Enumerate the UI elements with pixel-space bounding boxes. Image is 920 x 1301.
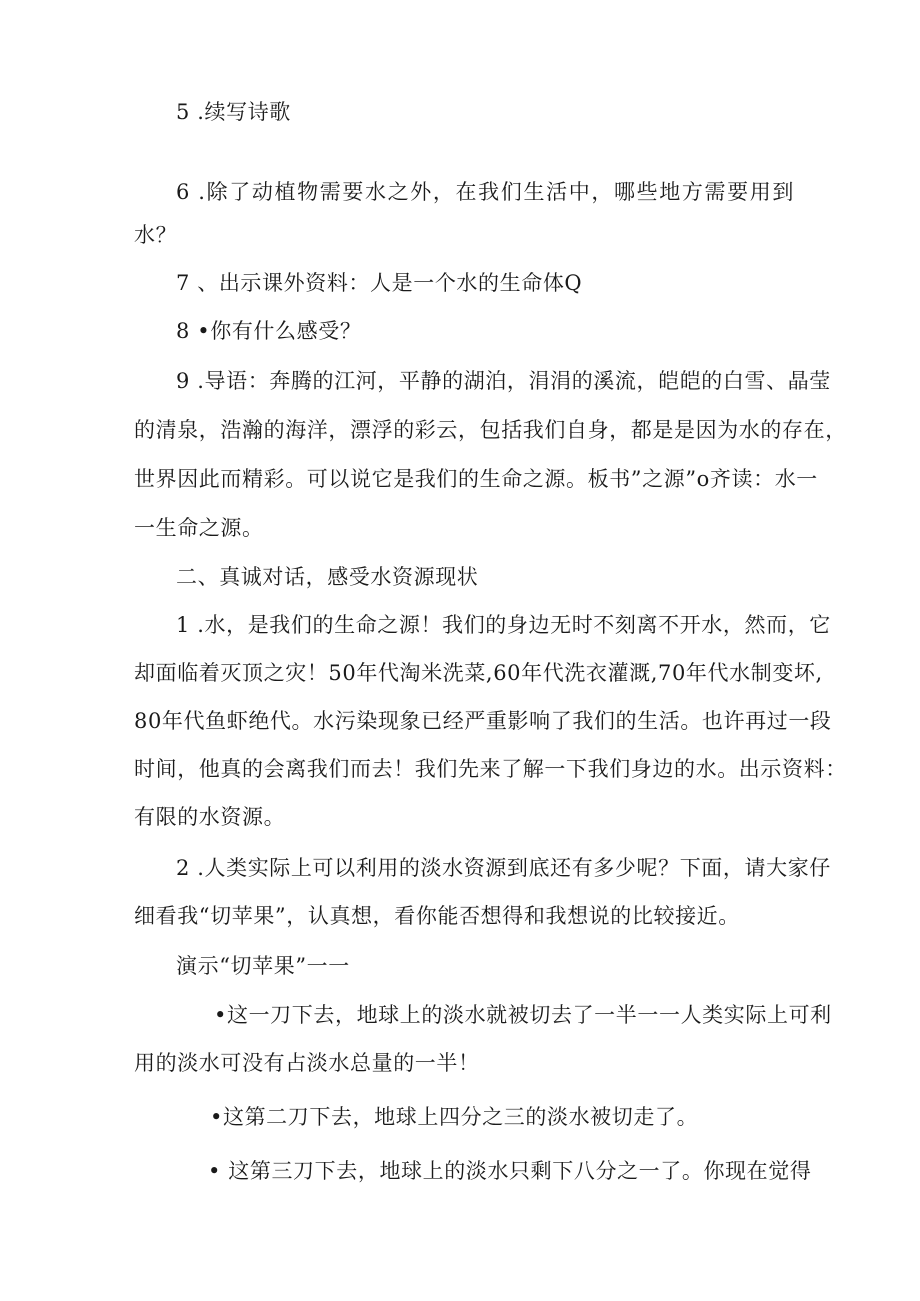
bullet-1-line-1: •这一刀下去，地球上的淡水就被切去了一半一一人类实际上可利 xyxy=(214,1003,832,1027)
para-1-line-2: 却面临着灭顶之灾！50年代淘米洗菜,60年代洗衣灌溉,70年代水制变坏, xyxy=(134,661,823,685)
item-7: 7 、出示课外资料：人是一个水的生命体Q xyxy=(176,271,583,295)
demo-heading: 演示“切苹果”一一 xyxy=(176,954,350,978)
para-1-line-1: 1 .水，是我们的生命之源！我们的身边无时不刻离不开水，然而，它 xyxy=(176,613,831,637)
item-9-line-3: 世界因此而精彩。可以说它是我们的生命之源。板书”之源”o齐读：水一 xyxy=(134,467,818,491)
para-2-line-1: 2 .人类实际上可以利用的淡水资源到底还有多少呢？下面，请大家仔 xyxy=(176,856,831,880)
item-9-line-2: 的清泉，浩瀚的海洋，漂浮的彩云，包括我们自身，都是是因为水的存在， xyxy=(134,418,847,442)
item-6-line-2: 水？ xyxy=(134,223,178,247)
item-5: 5 .续写诗歌 xyxy=(176,100,291,124)
item-9-line-4: 一生命之源。 xyxy=(134,516,264,540)
item-9-line-1: 9 .导语：奔腾的江河，平静的湖泊，涓涓的溪流，皑皑的白雪、晶莹 xyxy=(176,369,831,393)
bullet-3: • 这第三刀下去，地球上的淡水只剩下八分之一了。你现在觉得 xyxy=(208,1159,812,1183)
para-1-line-5: 有限的水资源。 xyxy=(134,805,286,829)
para-1-line-4: 时间，他真的会离我们而去！我们先来了解一下我们身边的水。出示资料： xyxy=(134,757,847,781)
item-6-line-1: 6 .除了动植物需要水之外，在我们生活中，哪些地方需要用到 xyxy=(176,180,794,204)
section-heading-2: 二、真诚对话，感受水资源现状 xyxy=(176,565,479,589)
para-1-line-3: 80年代鱼虾绝代。水污染现象已经严重影响了我们的生活。也许再过一段 xyxy=(134,709,832,733)
bullet-2: •这第二刀下去，地球上四分之三的淡水被切走了。 xyxy=(210,1105,699,1129)
item-8: 8 •你有什么感受？ xyxy=(176,319,362,343)
bullet-1-line-2: 用的淡水可没有占淡水总量的一半！ xyxy=(134,1051,480,1075)
para-2-line-2: 细看我“切苹果”，认真想，看你能否想得和我想说的比较接近。 xyxy=(134,904,740,928)
